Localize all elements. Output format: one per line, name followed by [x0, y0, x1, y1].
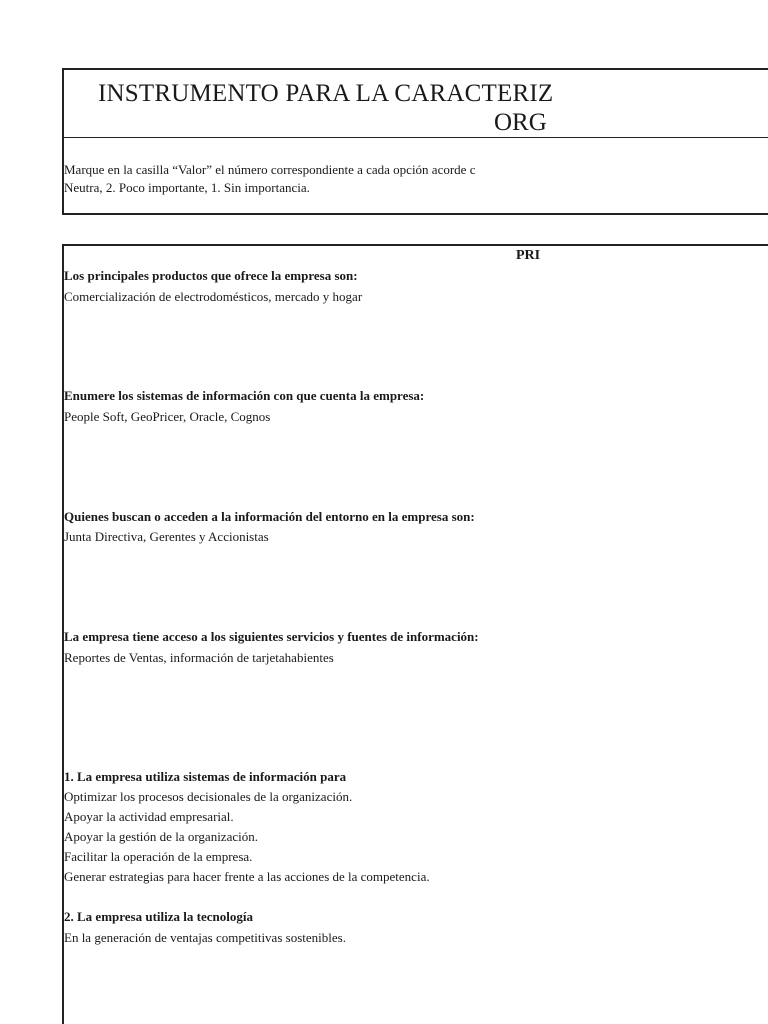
- question-1-item[interactable]: Generar estrategias para hacer frente a las acciones de la competencia.: [64, 869, 430, 884]
- instructions-line2: Neutra, 2. Poco importante, 1. Sin importancia.: [64, 180, 310, 195]
- question-1-item[interactable]: Apoyar la actividad empresarial.: [64, 809, 234, 824]
- question-1-item[interactable]: Optimizar los procesos decisionales de la organización.: [64, 789, 353, 804]
- header-box: [62, 68, 768, 215]
- answer-access[interactable]: Junta Directiva, Gerentes y Accionistas: [64, 529, 269, 544]
- question-services-label: La empresa tiene acceso a los siguientes servicios y fuentes de información:: [64, 629, 479, 644]
- document-title-line2: ORG: [494, 109, 547, 136]
- document-title-line1: INSTRUMENTO PARA LA CARACTERIZ: [98, 80, 554, 107]
- question-1-label: 1. La empresa utiliza sistemas de información para: [64, 769, 347, 784]
- questionnaire-box: [62, 244, 768, 1024]
- section-heading: PRI: [516, 248, 541, 263]
- answer-services[interactable]: Reportes de Ventas, información de tarjetahabientes: [64, 650, 334, 665]
- question-access-label: Quienes buscan o acceden a la información del entorno en la empresa son:: [64, 509, 475, 524]
- instructions-line1: Marque en la casilla “Valor” el número correspondiente a cada opción acorde c: [64, 162, 476, 177]
- instructions: [64, 161, 475, 197]
- question-systems-label: Enumere los sistemas de información con que cuenta la empresa:: [64, 388, 425, 403]
- question-1-item[interactable]: Facilitar la operación de la empresa.: [64, 849, 253, 864]
- question-products-label: Los principales productos que ofrece la empresa son:: [64, 268, 358, 283]
- answer-products[interactable]: Comercialización de electrodomésticos, mercado y hogar: [64, 289, 363, 304]
- answer-systems[interactable]: People Soft, GeoPricer, Oracle, Cognos: [64, 409, 271, 424]
- question-2-item[interactable]: En la generación de ventajas competitivas sostenibles.: [64, 930, 346, 945]
- question-2-label: 2. La empresa utiliza la tecnología: [64, 909, 253, 924]
- question-1-item[interactable]: Apoyar la gestión de la organización.: [64, 829, 258, 844]
- title-area: [64, 70, 768, 138]
